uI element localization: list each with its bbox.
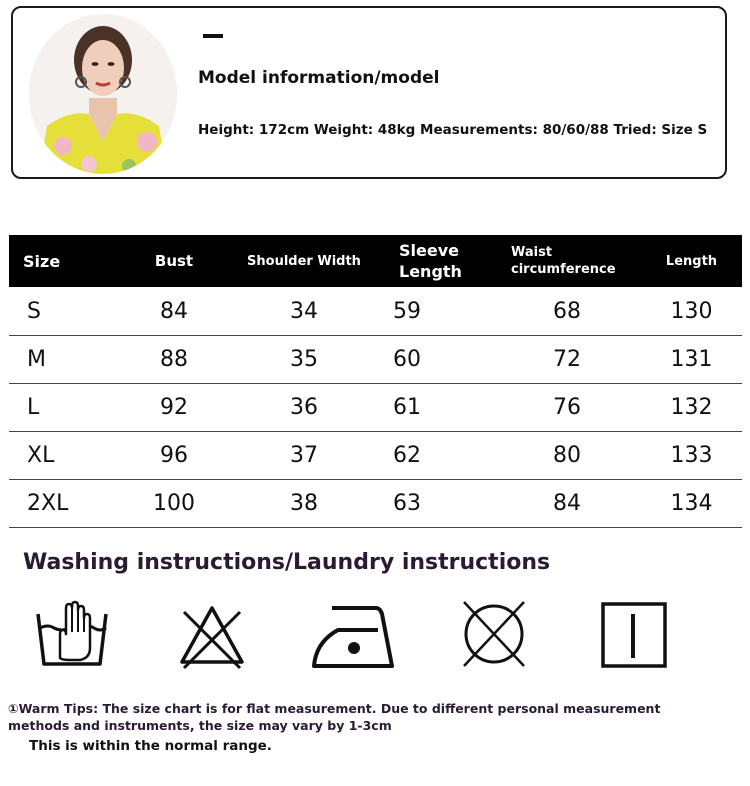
- cell-waist: 76: [493, 384, 641, 432]
- model-info-card: [11, 6, 727, 179]
- cell-waist: 72: [493, 336, 641, 384]
- table-header-row: [9, 235, 742, 287]
- cell-length: 133: [641, 432, 742, 480]
- cell-length: 134: [641, 480, 742, 528]
- cell-waist: 80: [493, 432, 641, 480]
- hand-wash-icon: [34, 598, 110, 674]
- cell-bust: 88: [113, 336, 235, 384]
- cell-length: 132: [641, 384, 742, 432]
- cell-size: XL: [9, 432, 113, 480]
- cell-waist: 84: [493, 480, 641, 528]
- cell-sleeve: 63: [373, 480, 493, 528]
- cell-size: S: [9, 287, 113, 336]
- header-waist: [493, 235, 641, 287]
- header-waist-line2: circumference: [511, 262, 616, 277]
- table-row: [9, 432, 742, 480]
- model-stats: Height: 172cm Weight: 48kg Measurements: 80/60/88 Tried: Size S: [198, 122, 708, 138]
- cell-shoulder: 38: [235, 480, 373, 528]
- table-row: [9, 287, 742, 336]
- cell-bust: 84: [113, 287, 235, 336]
- model-portrait-image: [29, 14, 177, 174]
- cell-sleeve: 60: [373, 336, 493, 384]
- cell-size: 2XL: [9, 480, 113, 528]
- table-row: [9, 336, 742, 384]
- warm-tips-text: ①Warm Tips: The size chart is for flat measurement. Due to different personal measurement methods and instruments, the size may vary by 1-3cm: [8, 701, 661, 733]
- title-dash: [203, 34, 223, 38]
- header-size: Size: [9, 235, 113, 287]
- cell-length: 131: [641, 336, 742, 384]
- cell-waist: 68: [493, 287, 641, 336]
- cell-sleeve: 59: [373, 287, 493, 336]
- cell-shoulder: 35: [235, 336, 373, 384]
- cell-bust: 96: [113, 432, 235, 480]
- header-shoulder-width: Shoulder Width: [235, 235, 373, 287]
- model-avatar: [29, 14, 177, 174]
- header-sleeve-line2: Length: [399, 262, 462, 281]
- cell-sleeve: 62: [373, 432, 493, 480]
- model-info-title: Model information/model: [198, 68, 440, 88]
- cell-shoulder: 36: [235, 384, 373, 432]
- normal-range-text: This is within the normal range.: [29, 738, 272, 754]
- size-chart-table: [9, 235, 742, 528]
- header-length: Length: [641, 235, 742, 287]
- cell-size: L: [9, 384, 113, 432]
- cell-shoulder: 37: [235, 432, 373, 480]
- iron-medium-heat-icon: [312, 598, 396, 674]
- cell-size: M: [9, 336, 113, 384]
- header-sleeve-length: [373, 235, 493, 287]
- cell-length: 130: [641, 287, 742, 336]
- header-waist-line1: Waist: [511, 245, 553, 260]
- header-bust: Bust: [113, 235, 235, 287]
- table-row: [9, 480, 742, 528]
- do-not-tumble-dry-icon: [460, 598, 528, 674]
- cell-sleeve: 61: [373, 384, 493, 432]
- cell-bust: 100: [113, 480, 235, 528]
- header-sleeve-line1: Sleeve: [399, 241, 459, 260]
- cell-bust: 92: [113, 384, 235, 432]
- line-dry-icon: [600, 598, 668, 674]
- cell-shoulder: 34: [235, 287, 373, 336]
- do-not-bleach-icon: [178, 598, 246, 674]
- table-row: [9, 384, 742, 432]
- washing-instructions-title: Washing instructions/Laundry instructions: [23, 550, 551, 575]
